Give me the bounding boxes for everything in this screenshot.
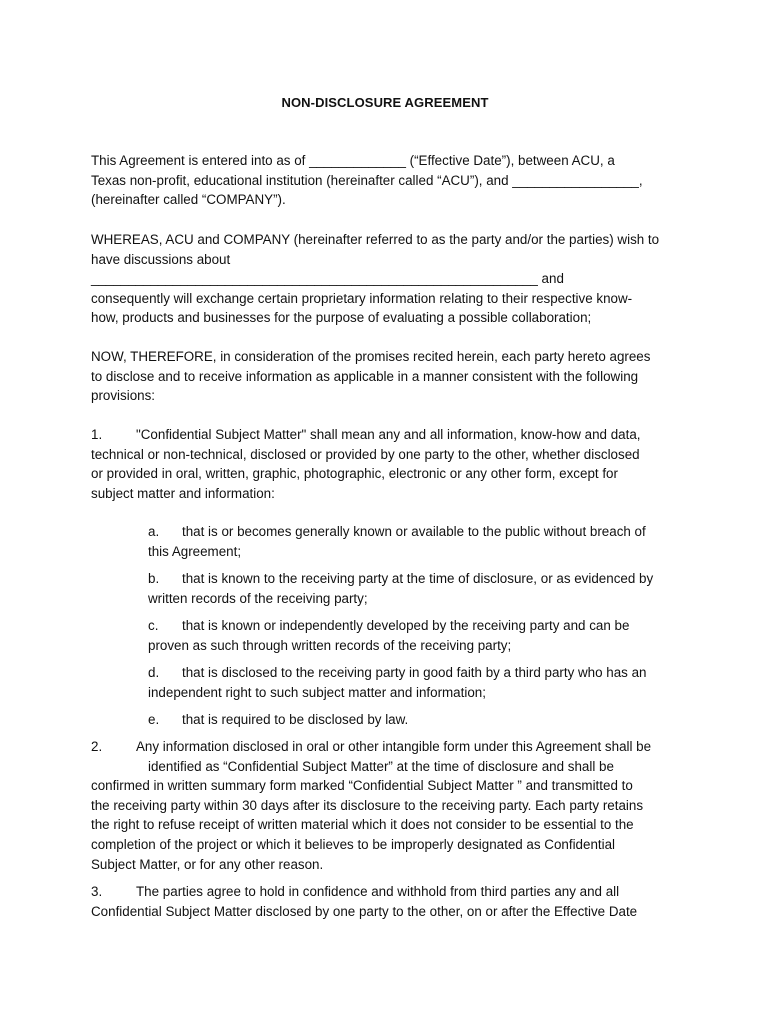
now-therefore-line: to disclose and to receive information as applicable in a manner consistent with the following xyxy=(91,368,639,384)
exception-letter: d. xyxy=(148,665,160,680)
whereas-paragraph xyxy=(91,230,691,328)
exception-line: that is or becomes generally known or available to the public without breach of xyxy=(182,524,646,539)
intro-line: (hereinafter called “COMPANY”). xyxy=(91,192,286,208)
clause-line: Any information disclosed in oral or other intangible form under this Agreement shall be xyxy=(136,739,652,754)
exception-letter: b. xyxy=(148,571,160,586)
exception-line: that is required to be disclosed by law. xyxy=(182,712,409,727)
exception-c xyxy=(148,616,708,655)
clause-number: 1. xyxy=(91,427,103,442)
intro-line: This Agreement is entered into as of _____________ (“Effective Date”), between ACU, a xyxy=(91,153,615,168)
exception-line: proven as such through written records of the receiving party; xyxy=(148,637,512,653)
now-therefore-paragraph xyxy=(91,347,691,406)
clause-2 xyxy=(91,737,691,874)
clause-line: "Confidential Subject Matter" shall mean any and all information, know-how and data, xyxy=(136,427,641,442)
clause-line: technical or non-technical, disclosed or provided by one party to the other, whether disclosed xyxy=(91,446,640,462)
exception-letter: c. xyxy=(148,618,159,633)
exception-line: this Agreement; xyxy=(148,543,242,559)
clause-line: or provided in oral, written, graphic, photographic, electronic or any other form, except for xyxy=(91,466,618,482)
clause-line: completion of the project or which it believes to be improperly designated as Confidential xyxy=(91,836,616,852)
exception-d xyxy=(148,663,708,702)
whereas-line: have discussions about xyxy=(91,251,231,267)
now-therefore-line: NOW, THEREFORE, in consideration of the promises recited herein, each party hereto agrees xyxy=(91,349,651,364)
exception-a xyxy=(148,522,708,561)
clause-line: identified as “Confidential Subject Matter” at the time of disclosure and shall be xyxy=(148,758,614,774)
exception-line: independent right to such subject matter and information; xyxy=(148,684,486,700)
clause-line: Subject Matter, or for any other reason. xyxy=(91,856,324,872)
exception-e xyxy=(148,710,708,730)
intro-paragraph xyxy=(91,151,691,210)
clause-number: 2. xyxy=(91,739,103,754)
clause-line: confirmed in written summary form marked “Confidential Subject Matter ” and transmitted to xyxy=(91,778,633,794)
exception-b xyxy=(148,569,708,608)
exception-line: that is known to the receiving party at the time of disclosure, or as evidenced by xyxy=(182,571,654,586)
exception-letter: e. xyxy=(148,712,160,727)
whereas-line: consequently will exchange certain proprietary information relating to their respective know- xyxy=(91,290,633,306)
clause-line: subject matter and information: xyxy=(91,485,275,501)
whereas-line: how, products and businesses for the purpose of evaluating a possible collaboration; xyxy=(91,310,592,326)
clause-1 xyxy=(91,425,691,503)
intro-line: Texas non-profit, educational institution (hereinafter called “ACU”), and _________________, xyxy=(91,172,643,188)
clause-line: The parties agree to hold in confidence and withhold from third parties any and all xyxy=(136,884,620,899)
clause-line: the right to refuse receipt of written material which it does not consider to be essential to the xyxy=(91,817,634,833)
whereas-line: ____________________________________________________________ and xyxy=(91,271,564,287)
clause-number: 3. xyxy=(91,884,103,899)
clause-line: the receiving party within 30 days after its disclosure to the receiving party. Each party retains xyxy=(91,797,644,813)
document-title: NON-DISCLOSURE AGREEMENT xyxy=(281,95,489,110)
whereas-line: WHEREAS, ACU and COMPANY (hereinafter referred to as the party and/or the parties) wish to xyxy=(91,232,660,247)
exception-letter: a. xyxy=(148,524,160,539)
clause-line: Confidential Subject Matter disclosed by one party to the other, on or after the Effective Date xyxy=(91,903,638,919)
now-therefore-line: provisions: xyxy=(91,388,156,404)
exception-line: written records of the receiving party; xyxy=(148,590,368,606)
exception-line: that is disclosed to the receiving party in good faith by a third party who has an xyxy=(182,665,647,680)
clause-3 xyxy=(91,882,691,921)
exception-line: that is known or independently developed by the receiving party and can be xyxy=(182,618,630,633)
